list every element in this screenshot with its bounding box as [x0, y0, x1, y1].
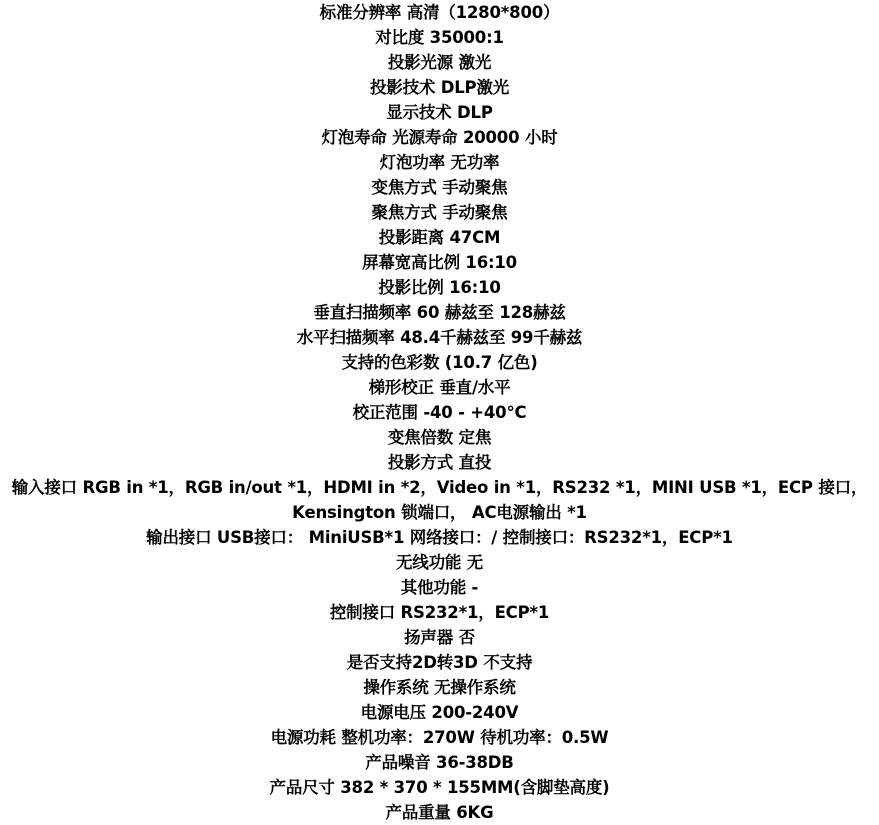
spec-other-functions: 其他功能 -: [400, 578, 479, 597]
spec-focus-mode: 聚焦方式 手动聚焦: [371, 203, 508, 222]
spec-contrast: 对比度 35000:1: [375, 28, 504, 47]
spec-lamp-life: 灯泡寿命 光源寿命 20000 小时: [321, 128, 558, 147]
spec-resolution: 标准分辨率 高清（1280*800）: [319, 3, 560, 22]
spec-zoom-factor: 变焦倍数 定焦: [387, 428, 492, 447]
spec-os: 操作系统 无操作系统: [363, 678, 516, 697]
spec-wireless: 无线功能 无: [395, 553, 484, 572]
spec-horizontal-scan: 水平扫描频率 48.4千赫兹至 99千赫兹: [296, 328, 583, 347]
spec-voltage: 电源电压 200-240V: [360, 703, 519, 722]
spec-projection-distance: 投影距离 47CM: [378, 228, 501, 247]
spec-light-source: 投影光源 激光: [387, 53, 492, 72]
spec-noise: 产品噪音 36-38DB: [365, 753, 514, 772]
spec-input-ports-cont: Kensington 锁端口， AC电源输出 *1: [292, 503, 587, 522]
spec-output-ports: 输出接口 USB接口： MiniUSB*1 网络接口：/ 控制接口：RS232*1，ECP*1: [146, 528, 733, 547]
spec-projection-tech: 投影技术 DLP激光: [369, 78, 510, 97]
spec-power-consumption: 电源功耗 整机功率：270W 待机功率：0.5W: [270, 728, 609, 747]
spec-zoom-mode: 变焦方式 手动聚焦: [371, 178, 508, 197]
spec-speaker: 扬声器 否: [404, 628, 475, 647]
spec-projection-ratio: 投影比例 16:10: [378, 278, 501, 297]
spec-projection-method: 投影方式 直投: [387, 453, 492, 472]
spec-lamp-power: 灯泡功率 无功率: [379, 153, 500, 172]
spec-keystone: 梯形校正 垂直/水平: [368, 378, 511, 397]
spec-2d-to-3d: 是否支持2D转3D 不支持: [346, 653, 533, 672]
spec-correction-range: 校正范围 -40 - +40°C: [352, 403, 527, 422]
spec-input-ports: 输入接口 RGB in *1，RGB in/out *1，HDMI in *2，Video in *1，RS232 *1，MINI USB *1，ECP 接口，: [11, 478, 868, 497]
spec-colors: 支持的色彩数 (10.7 亿色): [341, 353, 538, 372]
spec-vertical-scan: 垂直扫描频率 60 赫兹至 128赫兹: [313, 303, 566, 322]
spec-screen-ratio: 屏幕宽高比例 16:10: [362, 253, 517, 272]
spec-display-tech: 显示技术 DLP: [386, 103, 493, 122]
spec-weight: 产品重量 6KG: [385, 803, 494, 822]
spec-control-ports: 控制接口 RS232*1，ECP*1: [329, 603, 550, 622]
spec-dimensions: 产品尺寸 382 * 370 * 155MM(含脚垫高度): [269, 778, 610, 797]
